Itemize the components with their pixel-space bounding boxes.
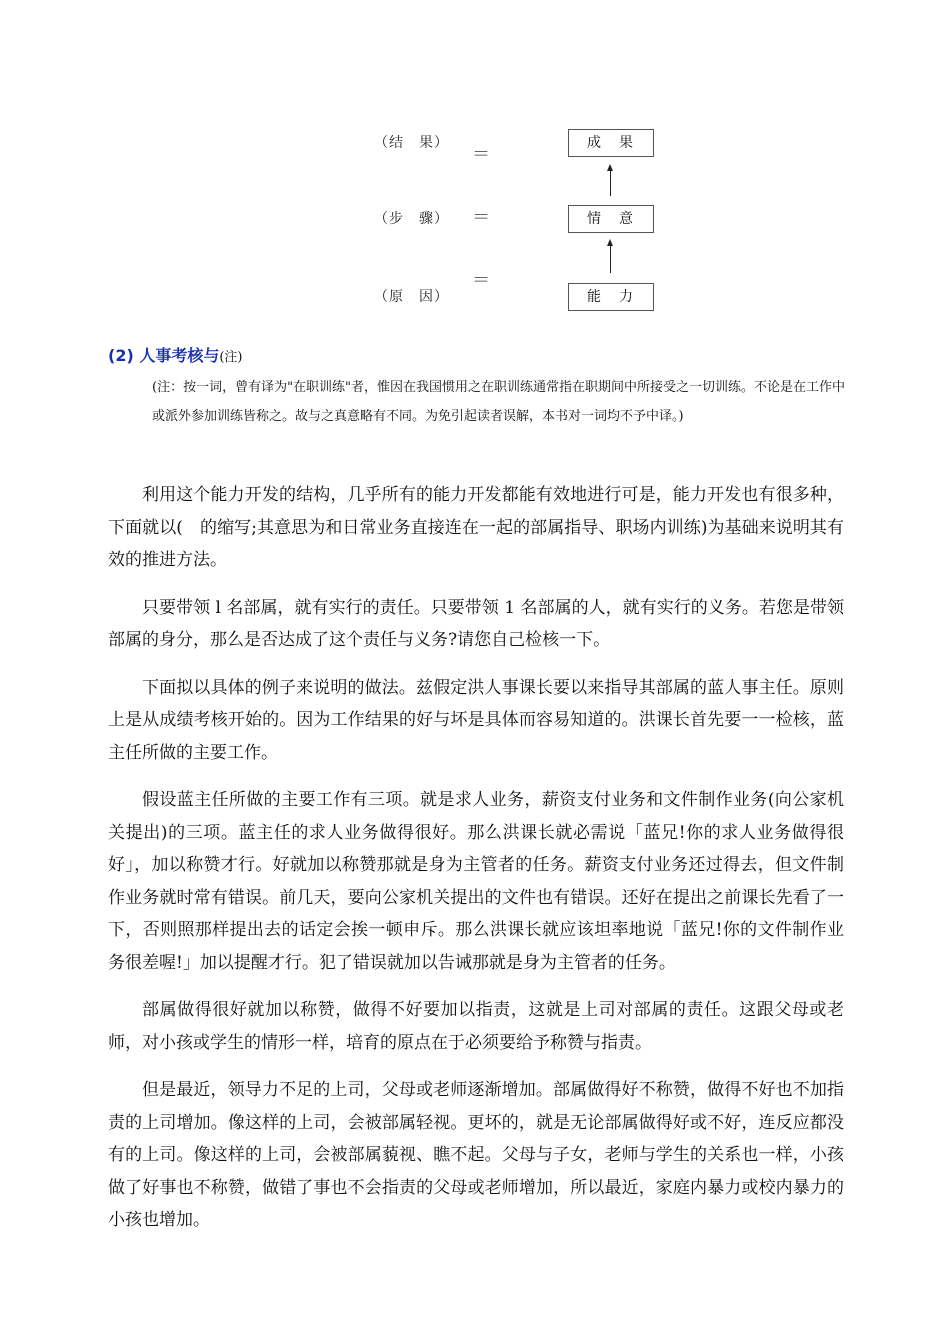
paragraph: 部属做得很好就加以称赞，做得不好要加以指责，这就是上司对部属的责任。这跟父母或老师，对小孩或学生的情形一样，培育的原点在于必须要给予称赞与指责。 (108, 1000, 844, 1053)
paragraph: 下面拟以具体的例子来说明的做法。兹假定洪人事课长要以来指导其部属的蓝人事主任。原则上是从成绩考核开始的。因为工作结果的好与坏是具体而容易知道的。洪课长首先要一一检核，蓝主任所做的主要工作。 (108, 677, 844, 763)
paragraph: 只要带领 l 名部属，就有实行的责任。只要带领 1 名部属的人，就有实行的义务。若您是带领部属的身分，那么是否达成了这个责任与义务?请您自己检核一下。 (108, 597, 844, 650)
paragraph: 利用这个能力开发的结构，几乎所有的能力开发都能有效地进行可是，能力开发也有很多种，下面就以( 的缩写;其意思为和日常业务直接连在一起的部属指导、职场内训练)为基础来说明其有效的推进方法。 (108, 485, 844, 570)
outcome-box: 成 果 (568, 129, 654, 157)
process-label: （步 骤） (374, 211, 449, 227)
equals-sign: ＝ (472, 207, 490, 228)
equals-sign: ＝ (472, 270, 490, 291)
paragraph: 但是最近，领导力不足的上司，父母或老师逐渐增加。部属做得好不称赞，做得不好也不加指责的上司增加。像这样的上司，会被部属轻视。更坏的，就是无论部属做得好或不好，连反应都没有的上司。像这样的上司，会被部属藐视、瞧不起。父母与子女，老师与学生的关系也一样，小孩做了好事也不称赞，做错了事也不会指责的父母或老师增加，所以最近，家庭内暴力或校内暴力的小孩也增加。 (108, 1080, 844, 1230)
section-heading-text: (2) 人事考核与 (108, 346, 220, 365)
ability-diagram (0, 0, 950, 330)
note-marker: (注) (219, 350, 243, 365)
arrow-up-icon (610, 170, 611, 196)
result-label: （结 果） (374, 135, 449, 151)
section-heading (108, 343, 243, 366)
ability-box: 能 力 (568, 283, 654, 311)
translator-note: (注：按一词，曾有译为"在职训练"者，惟因在我国惯用之在职训练通常指在职期间中所接受之一切训练。不论是在工作中或派外参加训练皆称之。故与之真意略有不同。为免引起读者误解，本书对一词均不予中译。) (152, 380, 846, 424)
paragraph: 假设蓝主任所做的主要工作有三项。就是求人业务，薪资支付业务和文件制作业务(向公家机关提出)的三项。蓝主任的求人业务做得很好。那么洪课长就必需说「蓝兄!你的求人业务做得很好」，加以称赞才行。好就加以称赞那就是身为主管者的任务。薪资支付业务还过得去，但文件制作业务就时常有错误。前几天，要向公家机关提出的文件也有错误。还好在提出之前课长先看了一下，否则照那样提出去的话定会挨一顿申斥。那么洪课长就应该坦率地说「蓝兄!你的文件制作业务很差喔!」加以提醒才行。犯了错误就加以告诫那就是身为主管者的任务。 (108, 790, 844, 973)
equals-sign: ＝ (472, 144, 490, 165)
emotion-box: 情 意 (568, 205, 654, 233)
cause-label: （原 因） (374, 289, 449, 305)
body-text (108, 479, 844, 1252)
arrow-up-icon (610, 245, 611, 273)
